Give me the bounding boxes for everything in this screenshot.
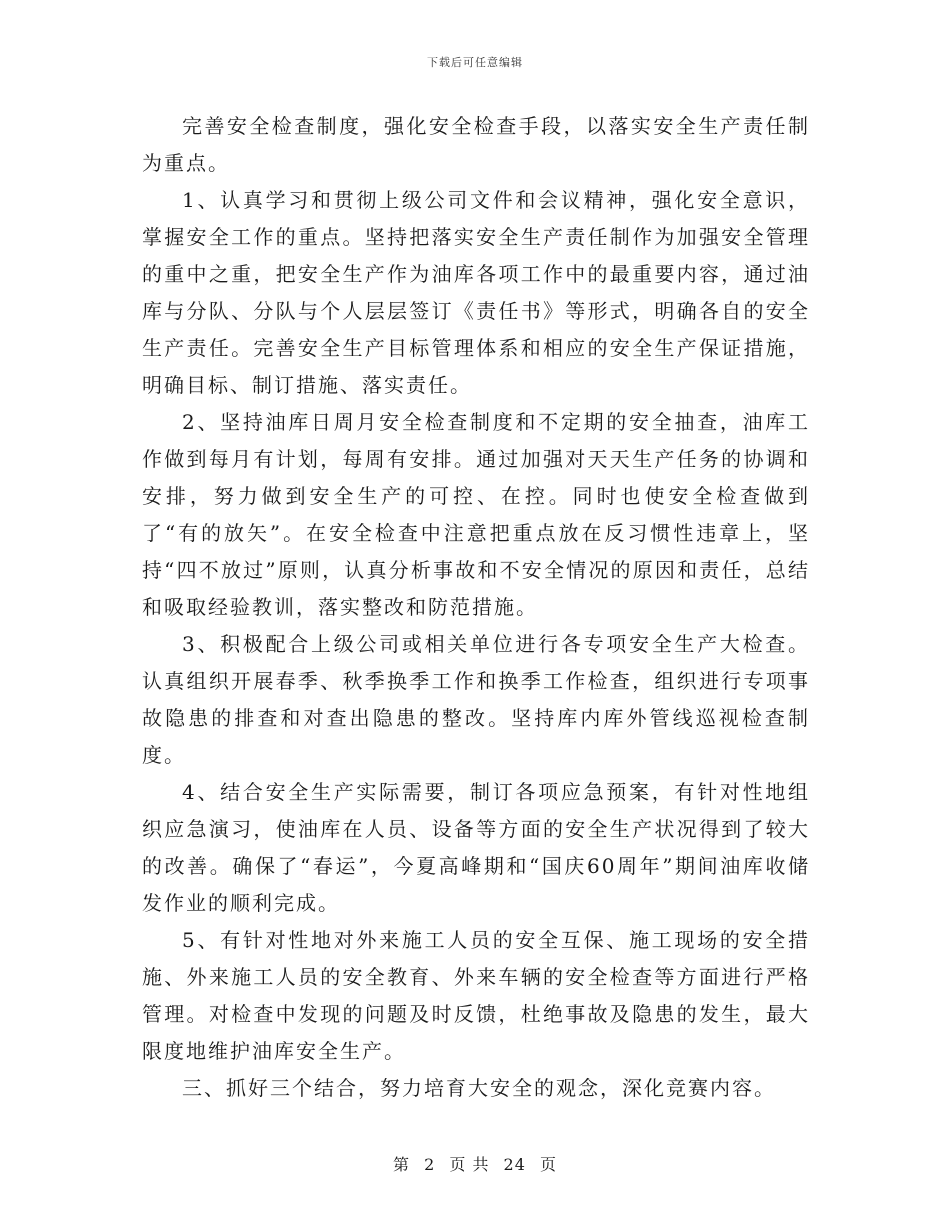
paragraph-intro: 完善安全检查制度，强化安全检查手段，以落实安全生产责任制为重点。 <box>142 114 810 175</box>
footer-page-number: 2 <box>424 1155 436 1174</box>
footer-total-pages: 24 <box>503 1155 526 1174</box>
paragraph-item-4: 4、结合安全生产实际需要，制订各项应急预案，有针对性地组织应急演习，使油库在人员、设备等方面的安全生产状况得到了较大的改善。确保了“春运”，今夏高峰期和“国庆60周年”期间油库收储发作业的顺利完成。 <box>142 780 810 915</box>
paragraph-item-2: 2、坚持油库日周月安全检查制度和不定期的安全抽查，油库工作做到每月有计划，每周有安排。通过加强对天天生产任务的协调和安排，努力做到安全生产的可控、在控。同时也使安全检查做到了“有的放矢”。在安全检查中注意把重点放在反习惯性违章上，坚持“四不放过”原则，认真分析事故和不安全情况的原因和责任，总结和吸取经验教训，落实整改和防范措施。 <box>142 410 810 619</box>
page-footer <box>0 1152 950 1175</box>
footer-prefix: 第 <box>392 1155 410 1174</box>
paragraph-section-3: 三、抓好三个结合，努力培育大安全的观念，深化竞赛内容。 <box>182 1076 776 1100</box>
document-body <box>142 108 810 1107</box>
paragraph-item-5: 5、有针对性地对外来施工人员的安全互保、施工现场的安全措施、外来施工人员的安全教育、外来车辆的安全检查等方面进行严格管理。对检查中发现的问题及时反馈，杜绝事故及隐患的发生，最大限度地维护油库安全生产。 <box>142 928 810 1063</box>
paragraph-item-3: 3、积极配合上级公司或相关单位进行各专项安全生产大检查。认真组织开展春季、秋季换季工作和换季工作检查，组织进行专项事故隐患的排查和对查出隐患的整改。坚持库内库外管线巡视检查制度。 <box>142 632 810 767</box>
footer-suffix: 页 <box>540 1155 558 1174</box>
page-header-note: 下载后可任意编辑 <box>427 56 523 69</box>
footer-middle: 页 共 <box>449 1155 490 1174</box>
paragraph-item-1: 1、认真学习和贯彻上级公司文件和会议精神，强化安全意识，掌握安全工作的重点。坚持把落实安全生产责任制作为加强安全管理的重中之重，把安全生产作为油库各项工作中的最重要内容，通过油库与分队、分队与个人层层签订《责任书》等形式，明确各自的安全生产责任。完善安全生产目标管理体系和相应的安全生产保证措施，明确目标、制订措施、落实责任。 <box>142 188 810 397</box>
